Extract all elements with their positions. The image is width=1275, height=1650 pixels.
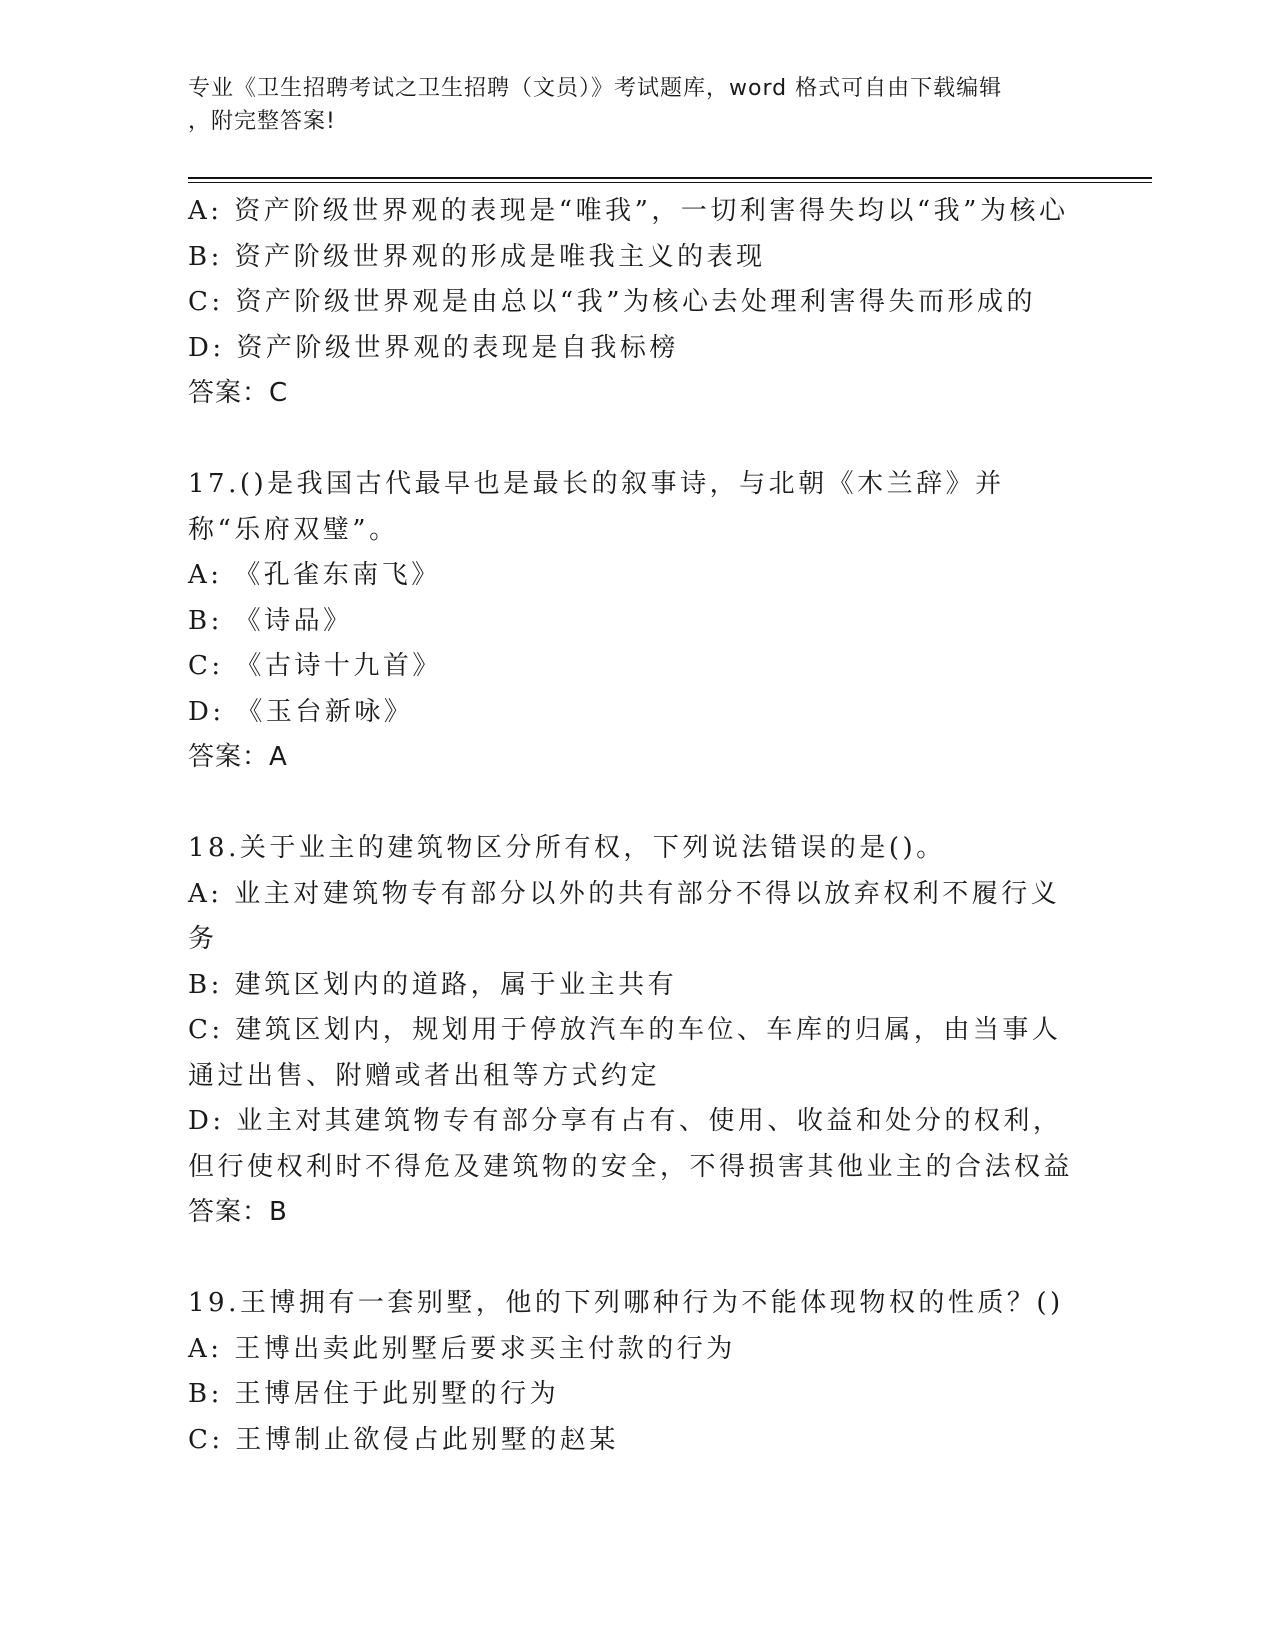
option-b: B: 《诗品》 <box>188 605 353 636</box>
option-d: D: 《玉台新咏》 <box>188 696 414 727</box>
answer-line: 答案：A <box>188 742 288 772</box>
option-a: A: 业主对建筑物专有部分以外的共有部分不得以放弃权利不履行义务 <box>188 878 1061 954</box>
spacer <box>188 781 1078 827</box>
question-text: 18.关于业主的建筑物区分所有权，下列说法错误的是()。 <box>188 833 946 863</box>
option-b: B: 建筑区划内的道路，属于业主共有 <box>188 969 678 1000</box>
option-d: D: 资产阶级世界观的表现是自我标榜 <box>188 332 679 363</box>
answer-line: 答案：C <box>188 378 289 408</box>
option-c: C: 建筑区划内，规划用于停放汽车的车位、车库的归属，由当事人通过出售、附赠或者出租等方式约定 <box>188 1015 1062 1091</box>
question-16-block <box>188 189 1078 417</box>
header-divider-thick <box>188 177 1152 179</box>
option-b: B: 王博居住于此别墅的行为 <box>188 1379 560 1409</box>
document-header <box>188 72 1068 138</box>
option-c: C: 资产阶级世界观是由总以“我”为核心去处理利害得失而形成的 <box>188 287 1037 317</box>
option-a: A: 《孔雀东南飞》 <box>188 560 441 590</box>
spacer <box>188 417 1078 463</box>
question-18-block <box>188 826 1078 1236</box>
question-17-block <box>188 462 1078 781</box>
option-d: D: 业主对其建筑物专有部分享有占有、使用、收益和处分的权利，但行使权利时不得危及建筑物的安全，不得损害其他业主的合法权益 <box>188 1106 1074 1182</box>
option-c: C: 王博制止欲侵占此别墅的赵某 <box>188 1424 619 1455</box>
question-19-block <box>188 1281 1078 1463</box>
option-a: A: 资产阶级世界观的表现是“唯我”，一切利害得失均以“我”为核心 <box>188 196 1069 226</box>
header-divider-thin <box>188 182 1152 183</box>
spacer <box>188 1236 1078 1282</box>
question-text: 19.王博拥有一套别墅，他的下列哪种行为不能体现物权的性质？() <box>188 1288 1064 1318</box>
option-c: C: 《古诗十九首》 <box>188 651 442 681</box>
option-b: B: 资产阶级世界观的形成是唯我主义的表现 <box>188 241 766 272</box>
header-line-1: 专业《卫生招聘考试之卫生招聘（文员）》考试题库，word 格式可自由下载编辑 <box>188 76 1003 101</box>
header-line-2: ，附完整答案! <box>188 109 336 134</box>
option-a: A: 王博出卖此别墅后要求买主付款的行为 <box>188 1333 736 1364</box>
answer-line: 答案：B <box>188 1197 288 1227</box>
document-body <box>188 189 1078 1463</box>
question-text: 17.()是我国古代最早也是最长的叙事诗，与北朝《木兰辞》并称“乐府双璧”。 <box>188 469 1005 545</box>
